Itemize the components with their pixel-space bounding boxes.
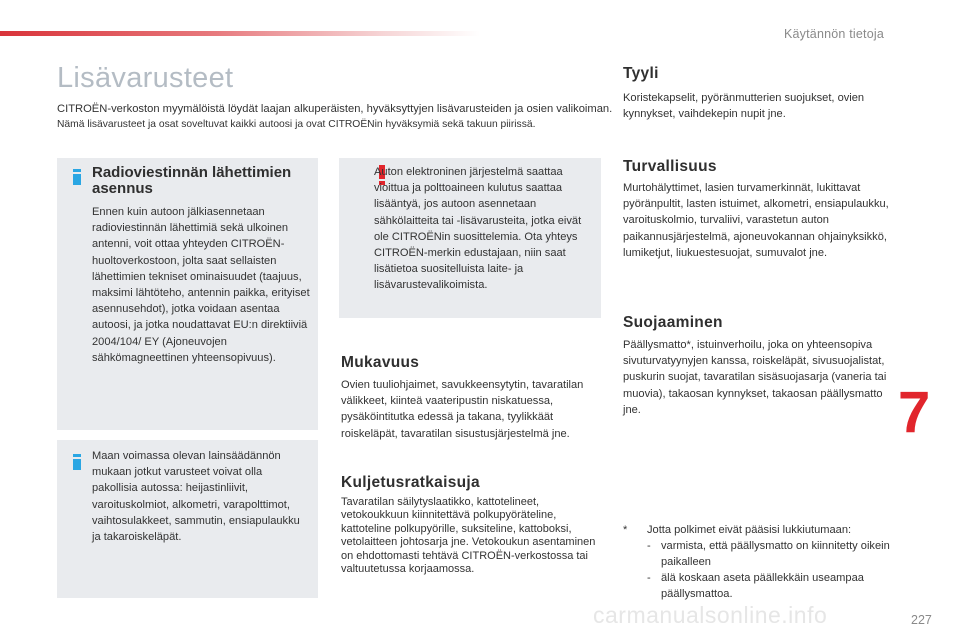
header-accent-bar [0,31,480,36]
intro-paragraph-2: Nämä lisävarusteet ja osat soveltuvat kaikki autoosi ja ovat CITROËNin hyväksymiä sekä takuun piirissä. [57,119,536,130]
page-title: Lisävarusteet [57,62,234,94]
section-heading-tyyli: Tyyli [623,65,659,82]
section-text-tyyli: Koristekapselit, pyöränmutterien suojukset, ovien kynnykset, vaihdekepin nupit jne. [623,92,865,121]
info-icon [73,169,81,185]
page-number: 227 [911,613,932,627]
section-text-suojaaminen: Päällysmatto*, istuinverhoilu, joka on yhteensopiva sivuturvatyynyjen kanssa, roiskeläpät, sivusuojalistat, puskurin suojat, tavaratilan sisäsuojasarja (vaneria tai muovia), takaosan kynnykset, takaosan päällysmatto jne. [623,339,887,416]
running-header: Käytännön tietoja [783,27,884,41]
info-box-law [57,440,318,598]
section-heading-suojaaminen: Suojaaminen [623,314,723,331]
footnote-dash: - [647,572,651,584]
section-heading-kuljetus: Kuljetusratkaisuja [341,474,480,491]
footnote-dash: - [647,540,651,552]
section-text-turvallisuus: Murtohälyttimet, lasien turvamerkinnät, lukittavat pyöränpultit, lasten istuimet, alkometri, ensiapulaukku, varoituskolmio, turvaliivi, varastetun auton paikannusjärjestelmä, ajoneuvokannan ohjainyksikkö, lumiketjut, liukuestesuojat, sumuvalot jne. [623,182,889,259]
intro-text [57,102,617,132]
info-box-radio-text: Ennen kuin autoon jälkiasennetaan radioviestinnän lähettimiä sekä ulkoinen antenni, voit ottaa yhteyden CITROËN-huoltoverkostoon, jolta saat sellaisten lähettimien tekniset ominaisuudet (taajuus, maksimi lähtöteho, antennin paikka, erityiset asennusehdot), jotka voidaan asentaa autoosi, ja jotka noudattavat EU:n direktiiviä 2004/104/ EY (Ajoneuvojen sähkömagneettinen yhteensopivuus). [92,206,310,364]
info-box-law-text: Maan voimassa olevan lainsäädännön mukaan jotkut varusteet voivat olla pakollisia autossa: heijastinliivit, varoituskolmiot, alkometri, varapolttimot, vaihtosulakkeet, sammutin, ensiapulaukku ja takaroiskeläpät. [92,450,300,544]
watermark: carmanualsonline.info [593,602,828,628]
footnote-item-text: älä koskaan aseta päällekkäin useampaa päällysmattoa. [661,572,864,600]
intro-paragraph-1: CITROËN-verkoston myymälöistä löydät laajan alkuperäisten, hyväksyttyjen lisävarusteiden ja osien valikoiman. [57,103,613,115]
warning-box [339,158,601,318]
info-icon [73,454,81,470]
section-heading-mukavuus: Mukavuus [341,354,420,371]
footnote-marker: * [623,524,628,536]
info-box-radio-heading: Radioviestinnän lähettimien asennus [92,164,292,197]
chapter-number: 7 [898,380,931,445]
footnote-text: Jotta polkimet eivät pääsisi lukkiutumaan: [647,524,852,536]
warning-box-text: Auton elektroninen järjestelmä saattaa vioittua ja polttoaineen kulutus saattaa lisääntyä, jos autoon asennetaan sähkölaitteita tai -lisävarusteita, jotka eivät ole CITROËNin suosittelemia. Ota yhteys CITROËN-merkin edustajaan, niin saat lisätietoa suositelluista laite- ja lisävarustevalikoimista. [374,166,582,292]
section-text-mukavuus: Ovien tuuliohjaimet, savukkeensytytin, tavaratilan välikkeet, kiinteä vaateripustin niskatuessa, pysäköintitutka edessä ja takana, tyylikkäät roiskeläpät, tavaratilan sisustusjärjestelmä jne. [341,379,584,440]
section-heading-turvallisuus: Turvallisuus [623,158,717,175]
section-text-kuljetus: Tavaratilan säilytyslaatikko, kattotelineet, vetokoukkuun kiinnitettävä polkupyöräteline, kattoteline polkupyörille, suksiteline, kattoboksi, vetolaitteen johtosarja jne. Vetokoukun asentaminen on ehdottomasti tehtävä CITROËN-verkostossa tai valtuutetussa korjaamossa. [341,496,596,576]
info-box-radio [57,158,318,430]
footnote-item-text: varmista, että päällysmatto on kiinnitetty oikein paikalleen [661,540,890,568]
